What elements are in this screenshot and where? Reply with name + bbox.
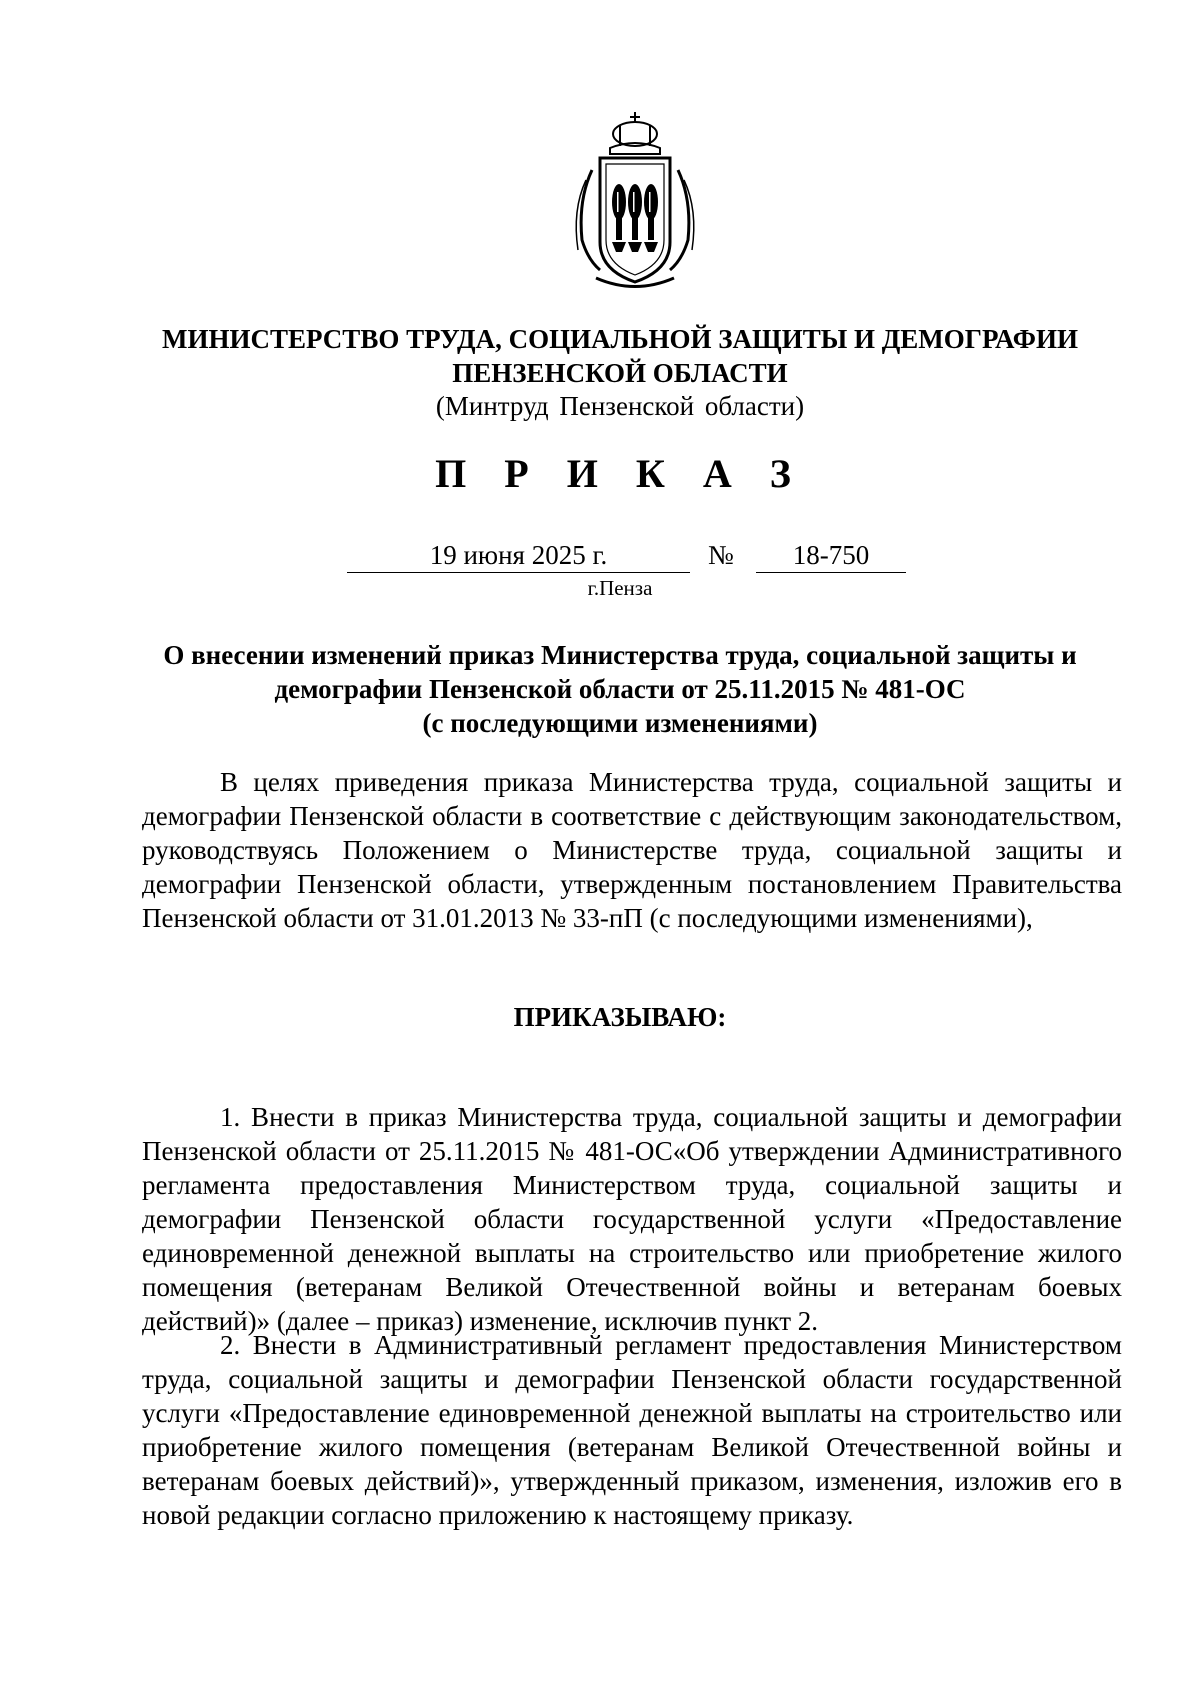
issue-city: г.Пенза — [587, 576, 653, 600]
order-date: 19 июня 2025 г. — [347, 540, 690, 573]
order-title-line2: демографии Пензенской области от 25.11.2015 № 481-ОС — [274, 674, 966, 704]
ministry-name-line2: ПЕНЗЕНСКОЙ ОБЛАСТИ — [452, 358, 788, 388]
order-number: 18-750 — [756, 540, 906, 573]
order-item-2: 2. Внести в Административный регламент предоставления Министерством труда, социальной защиты и демографии Пензенской области государственной услуги «Предоставление единовременной денежной выплаты на строительство или приобретение жилого помещения (ветеранам Великой Отечественной войны и ветеранам боевых действий)», утвержденный приказом, изменения, изложив его в новой редакции согласно приложению к настоящему приказу. — [142, 1330, 1122, 1530]
coat-of-arms-icon — [570, 110, 700, 292]
order-directive: ПРИКАЗЫВАЮ: — [513, 1002, 727, 1032]
order-item-1: 1. Внести в приказ Министерства труда, социальной защиты и демографии Пензенской области от 25.11.2015 № 481-ОС«Об утверждении Административного регламента предоставления Министерством труда, социальной защиты и демографии Пензенской области государственной услуги «Предоставление единовременной денежной выплаты на строительство или приобретение жилого помещения (ветеранам Великой Отечественной войны и ветеранам боевых действий)» (далее – приказ) изменение, исключив пункт 2. — [142, 1102, 1122, 1336]
ministry-short-name: (Минтруд Пензенской области) — [435, 391, 805, 421]
order-title-line1: О внесении изменений приказ Министерства труда, социальной защиты и — [163, 640, 1077, 670]
preamble-paragraph: В целях приведения приказа Министерства труда, социальной защиты и демографии Пензенской области в соответствие с действующим законодательством, руководствуясь Положением о Министерстве труда, социальной защиты и демографии Пензенской области, утвержденным постановлением Правительства Пензенской области от 31.01.2013 № 33-пП (с последующими изменениями), — [142, 767, 1122, 933]
ministry-name-line1: МИНИСТЕРСТВО ТРУДА, СОЦИАЛЬНОЙ ЗАЩИТЫ И ДЕМОГРАФИИ — [161, 324, 1078, 354]
number-sign: № — [708, 540, 734, 570]
document-type: П Р И К А З — [435, 451, 805, 496]
order-title-line3: (с последующими изменениями) — [422, 708, 818, 738]
